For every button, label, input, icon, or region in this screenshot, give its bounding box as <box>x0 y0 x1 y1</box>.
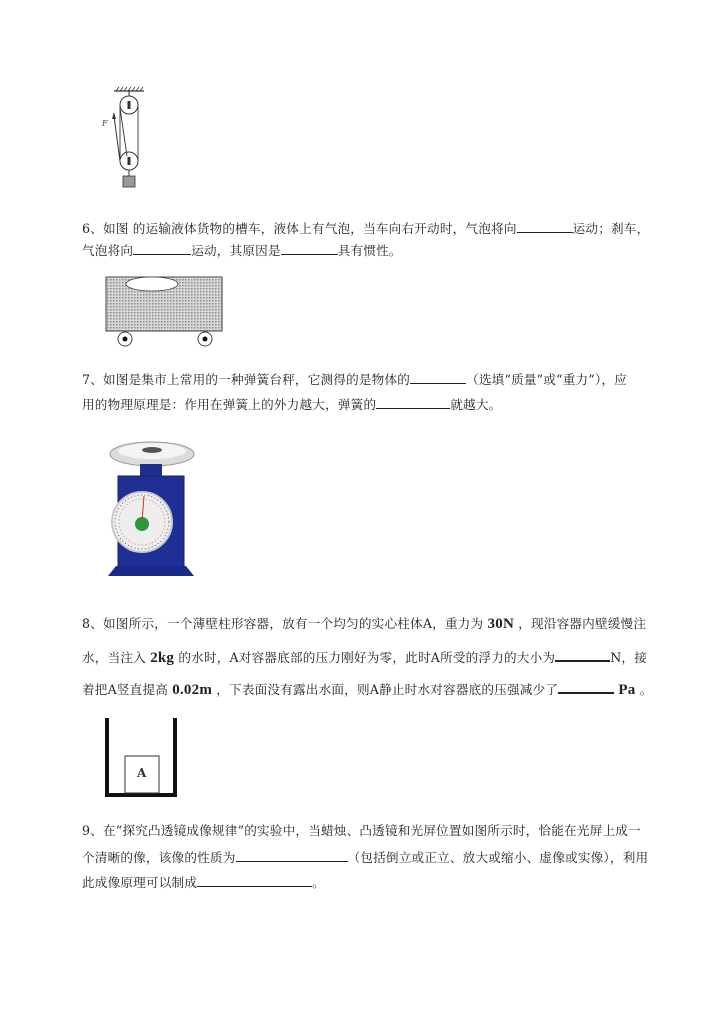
weight-value: 30N <box>487 616 514 632</box>
spring-scale-figure <box>100 436 200 586</box>
question-9-line-3: 此成像原理可以制成 。 <box>82 875 325 890</box>
answer-blank-8a[interactable] <box>555 648 610 662</box>
pressure-unit: Pa <box>618 682 636 698</box>
block-label: A <box>137 766 147 780</box>
answer-blank-6b[interactable] <box>133 242 191 255</box>
question-6-line-1: 6、如图 的运输液体货物的槽车，液体上有气泡，当车向右开动时，气泡将向 运动；刹车， <box>82 221 650 236</box>
question-7-line-2: 用的物理原理是：作用在弹簧上的外力越大，弹簧的 就越大。 <box>82 397 502 412</box>
tanker-truck-figure <box>104 276 234 356</box>
answer-blank-7b[interactable] <box>376 396 450 409</box>
question-8-line-2: 水，当注入 2kg 的水时，A对容器底部的压力刚好为零，此时A所受的浮力的大小为 N，接 <box>82 650 647 666</box>
question-8-line-1: 8、如图所示，一个薄壁柱形容器，放有一个均匀的实心柱体A，重力为 30N ，现沿容器内壁缓慢注 <box>82 616 647 632</box>
answer-blank-9a[interactable] <box>236 849 348 862</box>
pulley-figure <box>100 86 160 201</box>
answer-blank-6a[interactable] <box>517 220 573 233</box>
answer-blank-9b[interactable] <box>197 874 312 887</box>
question-6-line-2: 气泡将向 运动，其原因是 具有惯性。 <box>82 243 402 258</box>
force-label: F <box>102 119 108 128</box>
water-mass-value: 2kg <box>150 650 175 666</box>
answer-blank-7a[interactable] <box>410 371 466 384</box>
question-7-line-1: 7、如图是集市上常用的一种弹簧台秤，它测得的是物体的 （选填“质量”或“重力”），应 <box>82 372 628 387</box>
lift-height-value: 0.02m <box>172 682 213 698</box>
question-9-line-2: 个清晰的像，该像的性质为 （包括倒立或正立、放大或缩小、虚像或实像），利用 <box>82 850 649 865</box>
answer-blank-6c[interactable] <box>281 242 338 255</box>
question-8-line-3: 着把A竖直提高 0.02m ，下表面没有露出水面，则A静止时水对容器底的压强减少了 Pa 。 <box>82 682 653 698</box>
container-figure <box>100 716 185 801</box>
answer-blank-8b[interactable] <box>558 680 614 694</box>
question-9-line-1: 9、在“探究凸透镜成像规律”的实验中，当蜡烛、凸透镜和光屏位置如图所示时，恰能在光屏上成一 <box>82 823 641 838</box>
